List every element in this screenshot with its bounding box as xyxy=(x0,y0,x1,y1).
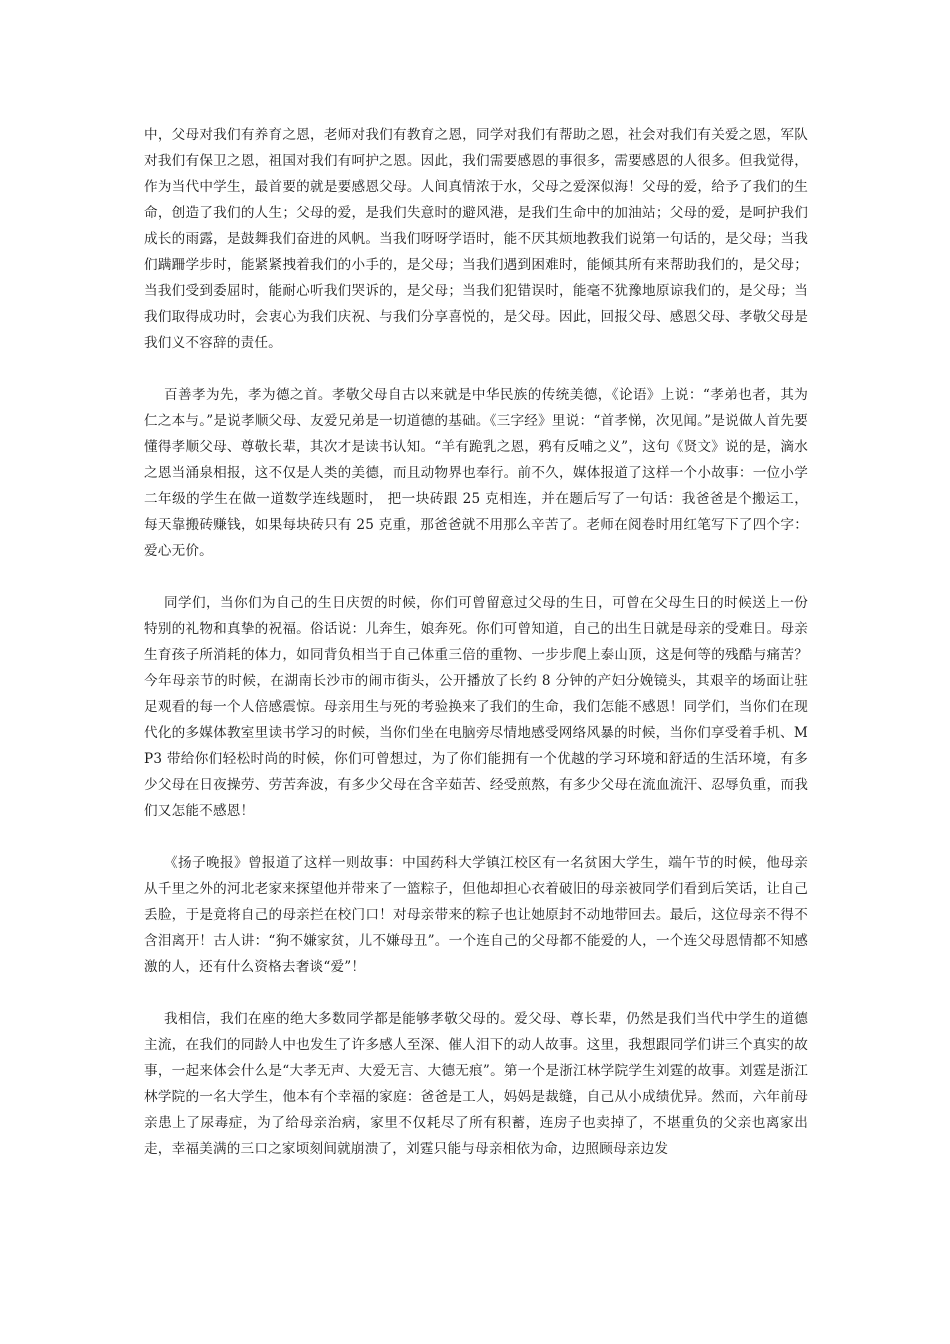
paragraph-gratitude-to-parents: 中，父母对我们有养育之恩，老师对我们有教育之恩，同学对我们有帮助之恩，社会对我们有关爱之恩，军队对我们有保卫之恩，祖国对我们有呵护之恩。因此，我们需要感恩的事很多，需要感恩的人很多。但我觉得，作为当代中学生，最首要的就是要感恩父母。人间真情浓于水，父母之爱深似海！父母的爱，给予了我们的生命，创造了我们的人生；父母的爱，是我们失意时的避风港，是我们生命中的加油站；父母的爱，是呵护我们成长的雨露，是鼓舞我们奋进的风帆。当我们呀呀学语时，能不厌其烦地教我们说第一句话的，是父母；当我们蹒跚学步时，能紧紧拽着我们的小手的，是父母；当我们遇到困难时，能倾其所有来帮助我们的，是父母；当我们受到委屈时，能耐心听我们哭诉的，是父母；当我们犯错误时，能毫不犹豫地原谅我们的，是父母；当我们取得成功时，会衷心为我们庆祝、与我们分享喜悦的，是父母。因此，回报父母、感恩父母、孝敬父母是我们义不容辞的责任。 xyxy=(144,127,808,351)
paragraph-liu-ting-story: 我相信，我们在座的绝大多数同学都是能够孝敬父母的。爱父母、尊长辈，仍然是我们当代中学生的道德主流，在我们的同龄人中也发生了许多感人至深、催人泪下的动人故事。这里，我想跟同学们讲三个真实的故事，一起来体会什么是“大孝无声、大爱无言、大德无痕”。第一个是浙江林学院学生刘霆的故事。刘霆是浙江林学院的一名大学生，他本有个幸福的家庭：爸爸是工人，妈妈是裁缝，自己从小成绩优异。然而，六年前母亲患上了尿毒症，为了给母亲治病，家里不仅耗尽了所有积蓄，连房子也卖掉了，不堪重负的父亲也离家出走，幸福美满的三口之家顷刻间就崩溃了，刘霆只能与母亲相依为命，边照顾母亲边发 xyxy=(144,1011,808,1157)
paragraph-yangzi-evening-news-story: 《扬子晚报》曾报道了这样一则故事：中国药科大学镇江校区有一名贫困大学生，端午节的时候，他母亲从千里之外的河北老家来探望他并带来了一篮粽子，但他却担心衣着破旧的母亲被同学们看到后笑话，让自己丢脸，于是竟将自己的母亲拦在校门口！对母亲带来的粽子也让她原封不动地带回去。最后，这位母亲不得不含泪离开！古人讲：“狗不嫌家贫，儿不嫌母丑”。一个连自己的父母都不能爱的人，一个连父母恩情都不知感激的人，还有什么资格去奢谈“爱”！ xyxy=(144,855,808,975)
paragraph-filial-piety-virtue: 百善孝为先，孝为德之首。孝敬父母自古以来就是中华民族的传统美德，《论语》上说：“孝弟也者，其为仁之本与。”是说孝顺父母、友爱兄弟是一切道德的基础。《三字经》里说：“首孝悌，次见闻。”是说做人首先要懂得孝顺父母、尊敬长辈，其次才是读书认知。“羊有跪乳之恩，鸦有反哺之义”，这句《贤文》说的是，滴水之恩当涌泉相报，这不仅是人类的美德，而且动物界也奉行。前不久，媒体报道了这样一个小故事：一位小学二年级的学生在做一道数学连线题时， 把一块砖跟 25 克相连，并在题后写了一句话：我爸爸是个搬运工，每天靠搬砖赚钱，如果每块砖只有 25 克重，那爸爸就不用那么辛苦了。老师在阅卷时用红笔写下了四个字：爱心无价。 xyxy=(144,387,808,559)
document-page xyxy=(144,122,808,1162)
paragraph-mothers-birthday: 同学们，当你们为自己的生日庆贺的时候，你们可曾留意过父母的生日，可曾在父母生日的时候送上一份特别的礼物和真挚的祝福。俗话说：儿奔生，娘奔死。你们可曾知道，自己的出生日就是母亲的受难日。母亲生育孩子所消耗的体力，如同背负相当于自己体重三倍的重物、一步步爬上泰山顶，这是何等的残酷与痛苦？今年母亲节的时候，在湖南长沙市的闹市街头，公开播放了长约 8 分钟的产妇分娩镜头，其艰辛的场面让驻足观看的每一个人倍感震惊。母亲用生与死的考验换来了我们的生命，我们怎能不感恩！同学们，当你们在现代化的多媒体教室里读书学习的时候，当你们坐在电脑旁尽情地感受网络风暴的时候，当你们享受着手机、MP3 带给你们轻松时尚的时候，你们可曾想过，为了你们能拥有一个优越的学习环境和舒适的生活环境，有多少父母在日夜操劳、劳苦奔波，有多少父母在含辛茹苦、经受煎熬，有多少父母在流血流汗、忍辱负重，而我们又怎能不感恩！ xyxy=(144,595,808,819)
